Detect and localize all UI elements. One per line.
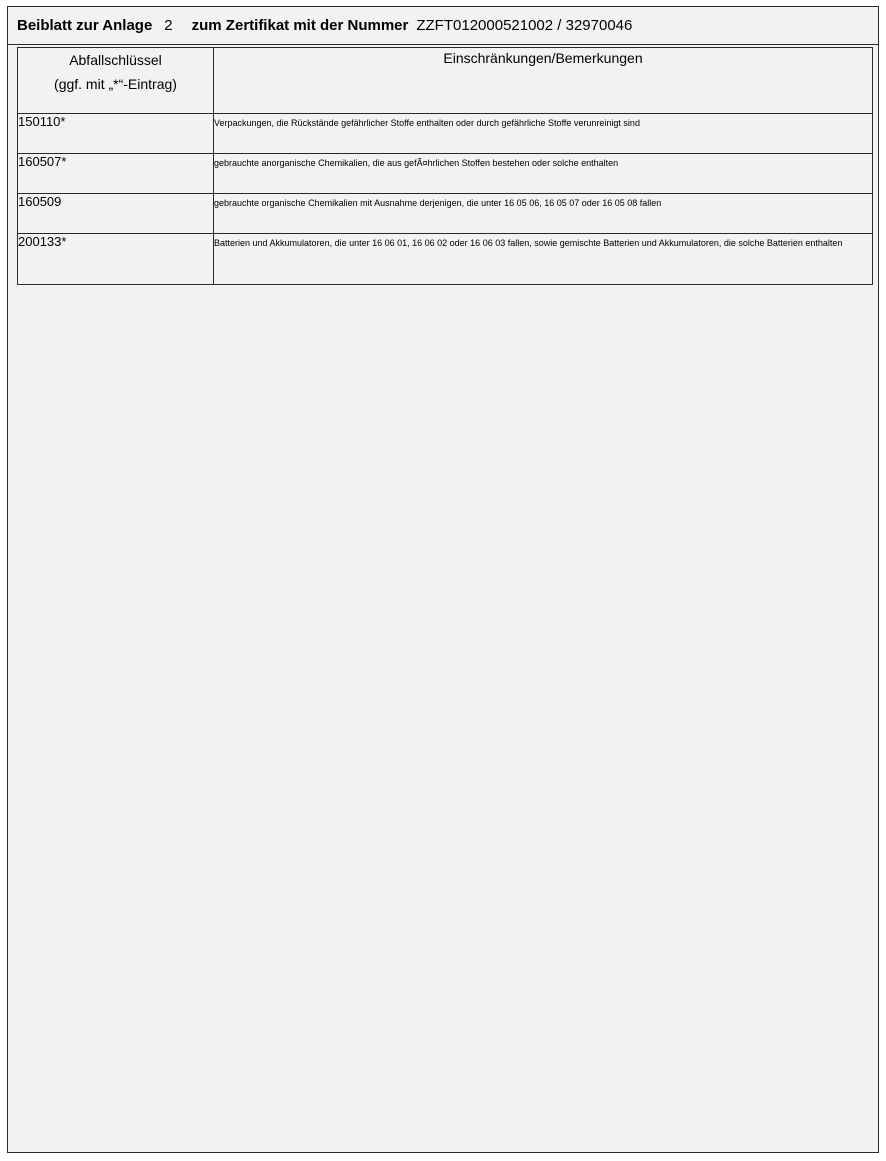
table-header-row xyxy=(18,48,873,114)
table-row xyxy=(18,154,873,194)
document-page xyxy=(7,6,879,1153)
remarks-cell: Batterien und Akkumulatoren, die unter 16 06 01, 16 06 02 oder 16 06 03 fallen, sowie gemischte Batterien und Akkumulatoren, die solche Batterien enthalten xyxy=(214,234,873,285)
column-header-waste-key xyxy=(18,48,214,114)
waste-code-cell: 200133* xyxy=(18,234,214,285)
column-header-remarks: Einschränkungen/Bemerkungen xyxy=(214,48,873,114)
table-row xyxy=(18,194,873,234)
waste-code-cell: 150110* xyxy=(18,114,214,154)
waste-code-cell: 160507* xyxy=(18,154,214,194)
waste-codes-table xyxy=(17,47,873,285)
header-label-anlage: Beiblatt zur Anlage xyxy=(17,17,153,34)
header-anlage-number: 2 xyxy=(164,17,173,34)
table-row xyxy=(18,114,873,154)
column-header-waste-key-line1: Abfallschlüssel xyxy=(69,52,162,68)
page-header xyxy=(8,7,878,45)
header-label-cert: zum Zertifikat mit der Nummer xyxy=(191,17,409,34)
remarks-cell: gebrauchte organische Chemikalien mit Ausnahme derjenigen, die unter 16 05 06, 16 05 07 oder 16 05 08 fallen xyxy=(214,194,873,234)
waste-code-cell: 160509 xyxy=(18,194,214,234)
column-header-waste-key-line2: (ggf. mit „*“-Eintrag) xyxy=(54,76,177,92)
table-row xyxy=(18,234,873,285)
header-cert-number: ZZFT012000521002 / 32970046 xyxy=(416,17,633,34)
remarks-cell: gebrauchte anorganische Chemikalien, die aus gefÃ¤hrlichen Stoffen bestehen oder solche enthalten xyxy=(214,154,873,194)
remarks-cell: Verpackungen, die Rückstände gefährlicher Stoffe enthalten oder durch gefährliche Stoffe verunreinigt sind xyxy=(214,114,873,154)
